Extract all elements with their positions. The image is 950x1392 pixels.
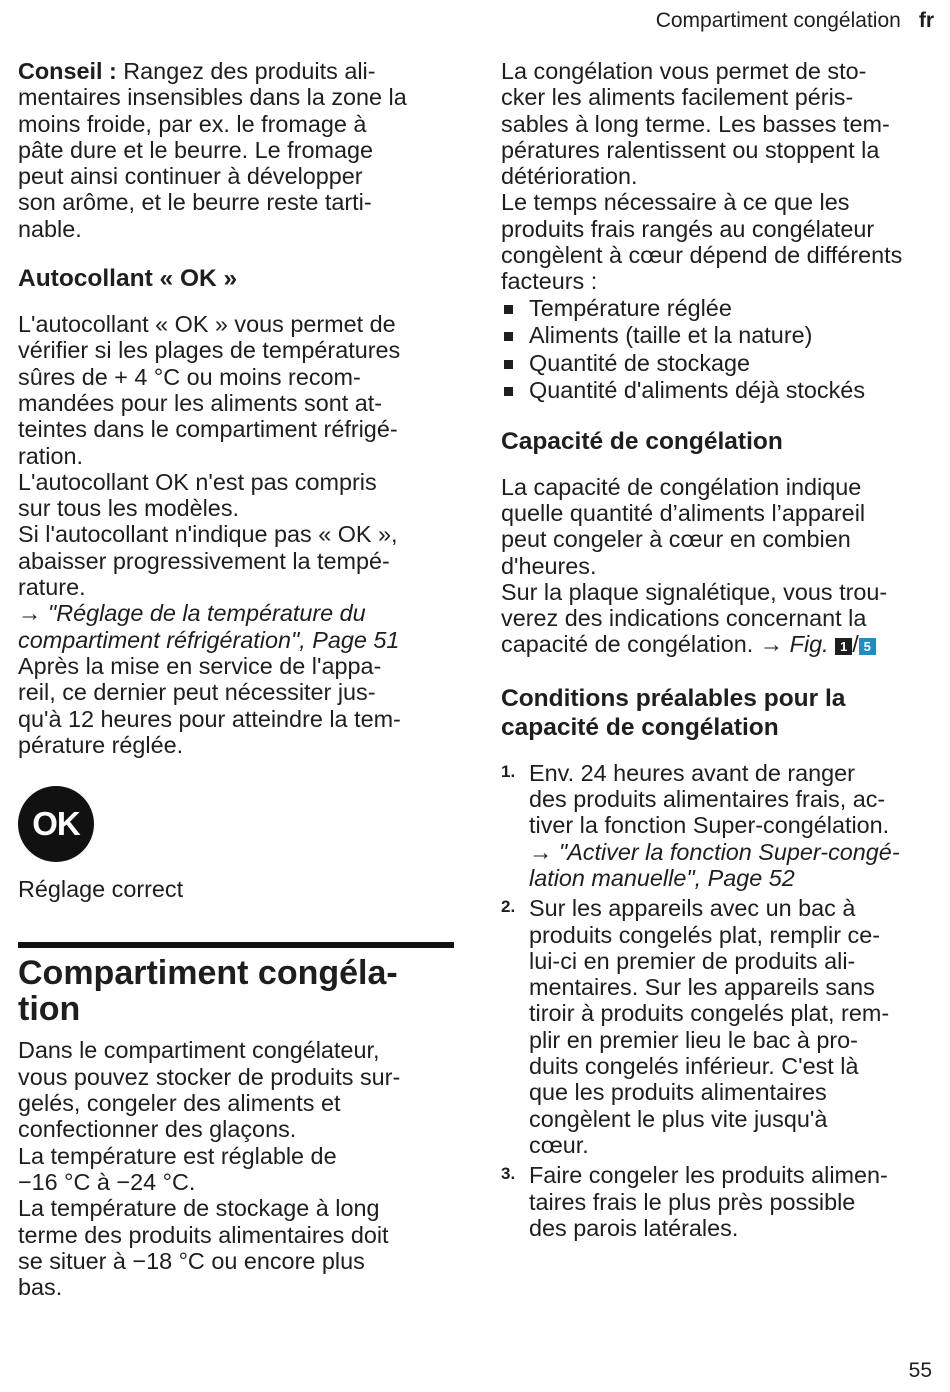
cross-reference-fridge-temp[interactable] (18, 600, 454, 653)
factors-list (501, 295, 933, 405)
step-text: Env. 24 heures avant de ranger des produits alimentaires frais, ac- tiver la fonction Super-congélation. (529, 759, 890, 839)
header-language-code: fr (918, 9, 934, 32)
freezer-paragraph-3: La température de stockage à long terme des produits alimentaires doit se situer à −18 °C ou encore plus bas. (18, 1195, 389, 1301)
ok-paragraph-1: L'autocollant « OK » vous permet de vérifier si les plages de températures sûres de + 4 °C ou moins recom- mandées pour les aliments sont at- teintes dans le compartiment réfrigé- ration. (18, 311, 401, 469)
figure-separator: / (852, 631, 859, 658)
square-bullet-icon (504, 332, 513, 341)
header-section-title: Compartiment congélation (655, 9, 901, 32)
capacity-paragraph-1: La capacité de congélation indique quelle quantité d’aliments l’appareil peut congeler à cœur en combien d'heures. (501, 473, 866, 579)
list-item (501, 895, 933, 1158)
tip-paragraph (18, 58, 454, 242)
step-number: 1. (501, 761, 516, 781)
running-header (656, 9, 934, 33)
step-text: Sur les appareils avec un bac à produits congelés plat, remplir ce- lui-ci en premier de produits ali- mentaires. Sur les appareils sans tiroir à produits congelés plat, rem- plir en premier lieu le bac à pro- duits congelés inférieur. C'est là que les produits alimentaires congèlent le plus vite jusqu'à cœur. (529, 895, 890, 1158)
ok-paragraph-3: Si l'autocollant n'indique pas « OK », abaisser progressivement la tempé- rature. (18, 521, 398, 601)
list-item (501, 760, 933, 891)
freezing-intro-paragraph: La congélation vous permet de sto- cker les aliments facilement péris- sables à long terme. Les basses tem- pératures ralentissent ou stoppent la détérioration. (501, 58, 890, 190)
step-number: 2. (501, 897, 516, 917)
ok-sticker-icon: OK (18, 786, 94, 862)
ok-paragraph-4: Après la mise en service de l'appa- reil, ce dernier peut nécessiter jus- qu'à 12 heures pour atteindre la tem- pérature réglée. (18, 652, 401, 758)
square-bullet-icon (504, 360, 513, 369)
heading-prerequisites: Conditions préalables pour la capacité de congélation (501, 684, 846, 741)
freezing-factors-paragraph: Le temps nécessaire à ce que les produits frais rangés au congélateur congèlent à cœur dépend de différents facteurs : (501, 189, 903, 295)
tip-text: Rangez des produits ali- mentaires insensibles dans la zone la moins froide, par ex. le fromage à pâte dure et le beurre. Le fromage peut ainsi continuer à développer son arôme, et le beurre reste tarti- nable. (18, 58, 407, 242)
cross-reference-super-freeze[interactable] (529, 839, 933, 892)
heading-freezing-capacity: Capacité de congélation (501, 427, 783, 455)
list-item: Aliments (taille et la nature) (501, 322, 933, 350)
list-item (501, 1162, 933, 1241)
arrow-right-icon: → (18, 600, 42, 627)
square-bullet-icon (504, 305, 513, 314)
section-divider (18, 942, 454, 948)
ok-caption: Réglage correct (18, 876, 184, 903)
tip-label: Conseil : (18, 58, 117, 84)
step-text: Faire congeler les produits alimen- taires frais le plus près possible des parois latérales. (529, 1162, 888, 1241)
steps-list (501, 760, 933, 1241)
figure-number-badge: 5 (859, 638, 876, 655)
figure-number-badge: 1 (835, 638, 852, 655)
capacity-paragraph-2: Sur la plaque signalétique, vous trou- verez des indications concernant la capacité de congélation. → Fig. 1 / 5 (501, 578, 888, 658)
figure-reference[interactable]: Fig. (783, 631, 836, 658)
ok-paragraph-2: L'autocollant OK n'est pas compris sur tous les modèles. (18, 468, 377, 522)
freezer-paragraph-2: La température est réglable de −16 °C à −24 °C. (18, 1142, 337, 1195)
list-item: Température réglée (501, 295, 933, 323)
left-column (18, 58, 454, 1300)
freezer-paragraph-1: Dans le compartiment congélateur, vous pouvez stocker de produits sur- gelés, congeler des aliments et confectionner des glaçons. (18, 1037, 401, 1143)
square-bullet-icon (504, 387, 513, 396)
section-title: Compartiment congéla- tion (18, 954, 398, 1029)
page-number: 55 (908, 1359, 932, 1382)
cross-reference-text: "Réglage de la température du compartiment réfrigération", Page 51 (18, 600, 400, 653)
arrow-right-icon: → (529, 838, 553, 865)
right-column (501, 58, 933, 1245)
cross-reference-text: "Activer la fonction Super-congé- lation manuelle", Page 52 (529, 838, 900, 891)
list-item: Quantité de stockage (501, 350, 933, 378)
list-item: Quantité d'aliments déjà stockés (501, 377, 933, 405)
arrow-right-icon: → (759, 631, 784, 658)
step-number: 3. (501, 1164, 516, 1184)
heading-ok-sticker: Autocollant « OK » (18, 265, 238, 293)
